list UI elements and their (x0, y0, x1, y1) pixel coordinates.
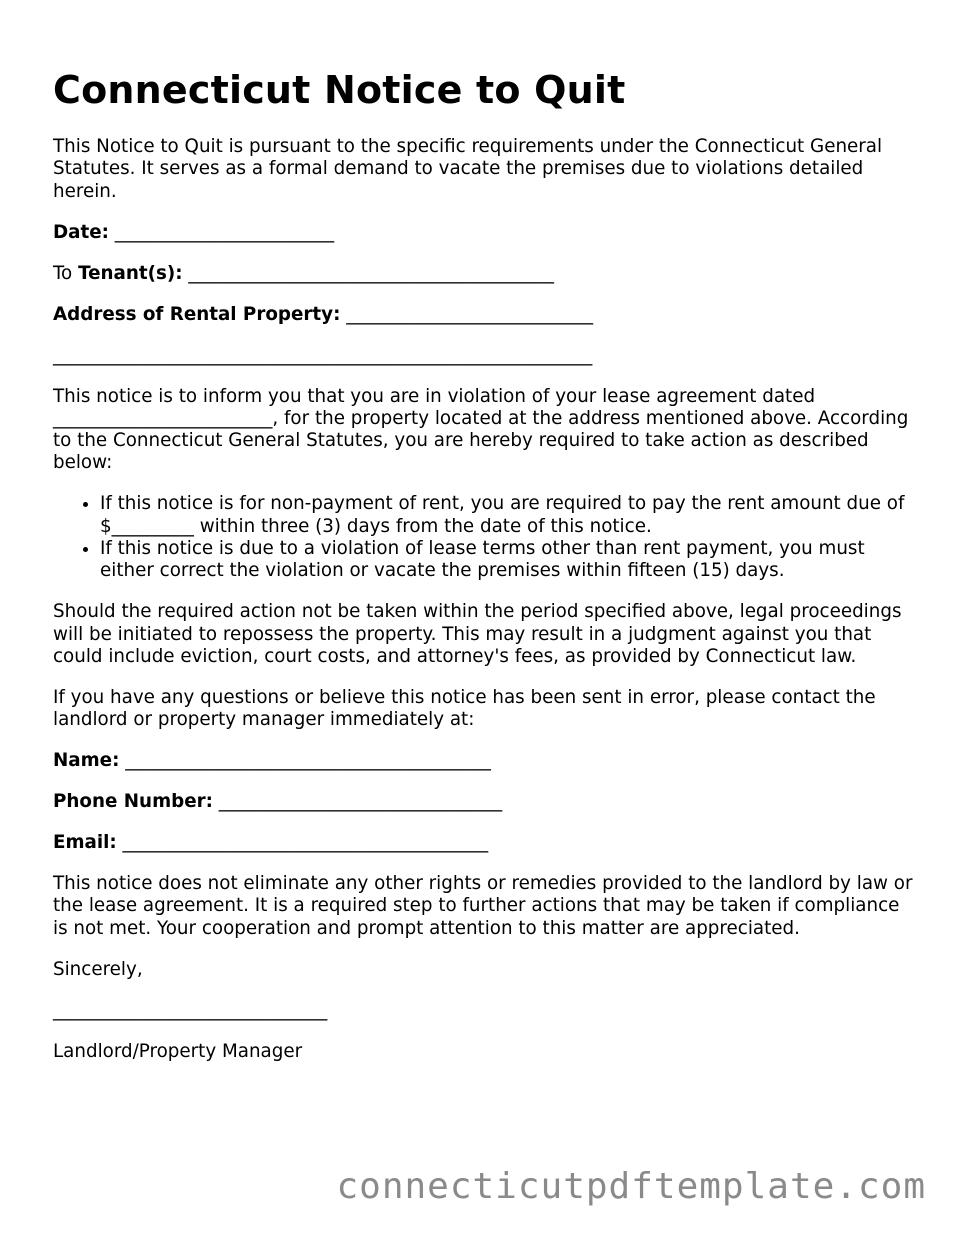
phone-field (53, 791, 913, 813)
date-label: Date: (53, 221, 109, 243)
name-field (53, 750, 913, 772)
address-field (53, 304, 913, 326)
intro-paragraph: This Notice to Quit is pursuant to the specific requirements under the Connecticut General Statutes. It serves as a formal demand to vacate the premises due to violations detailed herein. (53, 136, 883, 202)
to-prefix: To (53, 262, 79, 284)
requirements-list (53, 493, 913, 582)
tenant-blank: ________________________________________ (188, 262, 554, 284)
signature-line: ______________________________ (53, 999, 328, 1021)
list-item: • If this notice is due to a violation of lease terms other than rent payment, you must either correct the violation or vacate the premises within fifteen (15) days. (100, 538, 913, 583)
list-item (100, 493, 913, 538)
name-label: Name: (53, 750, 120, 772)
email-blank: ________________________________________ (122, 832, 489, 854)
phone-label: Phone Number: (53, 791, 213, 813)
bullet1-text: If this notice is for non-payment of rent, you are required to pay the rent amount due of $ (100, 493, 905, 537)
violation-paragraph (53, 386, 913, 475)
email-field (53, 832, 913, 854)
address-line-2: ___________________________________________________________ (53, 344, 593, 366)
contact-paragraph: If you have any questions or believe this notice has been sent in error, please contact the landlord or property manager immediately at: (53, 686, 876, 731)
document-title: Connecticut Notice to Quit (53, 68, 626, 112)
date-blank: ________________________ (114, 221, 335, 243)
violation-rest: , for the property located at the address mentioned above. According to the Connecticut General Statutes, you are hereby required to take action as described below: (53, 407, 909, 474)
legal-paragraph: Should the required action not be taken within the period specified above, legal proceedings will be initiated to repossess the property. This may result in a judgment against you that could include eviction, court costs, and attorney's fees, as provided by Connecticut law. (53, 601, 902, 667)
closing-paragraph: This notice does not eliminate any other rights or remedies provided to the landlord by law or the lease agreement. It is a required step to further actions that may be taken if compliance is not met. Your cooperation and prompt attention to this matter are appreciated. (53, 873, 913, 939)
address-label: Address of Rental Property: (53, 303, 341, 325)
date-field (53, 222, 913, 244)
rent-amount-blank: _________ (111, 515, 194, 537)
tenant-field (53, 263, 913, 285)
bullet1-rest: within three (3) days from the date of this notice. (193, 515, 652, 537)
document-page (53, 66, 913, 1082)
phone-blank: _______________________________ (218, 791, 503, 813)
signer-title: Landlord/Property Manager (53, 1040, 303, 1062)
violation-text: This notice is to inform you that you are in violation of your lease agreement dated (53, 385, 816, 407)
sincerely-text: Sincerely, (53, 958, 143, 980)
email-label: Email: (53, 832, 117, 854)
name-blank: ________________________________________ (125, 750, 491, 772)
tenant-label: Tenant(s): (78, 262, 183, 284)
lease-date-blank: ________________________ (53, 407, 273, 429)
address-blank: ___________________________ (346, 303, 593, 325)
watermark-text: connecticutpdftemplate.com (336, 1166, 926, 1207)
